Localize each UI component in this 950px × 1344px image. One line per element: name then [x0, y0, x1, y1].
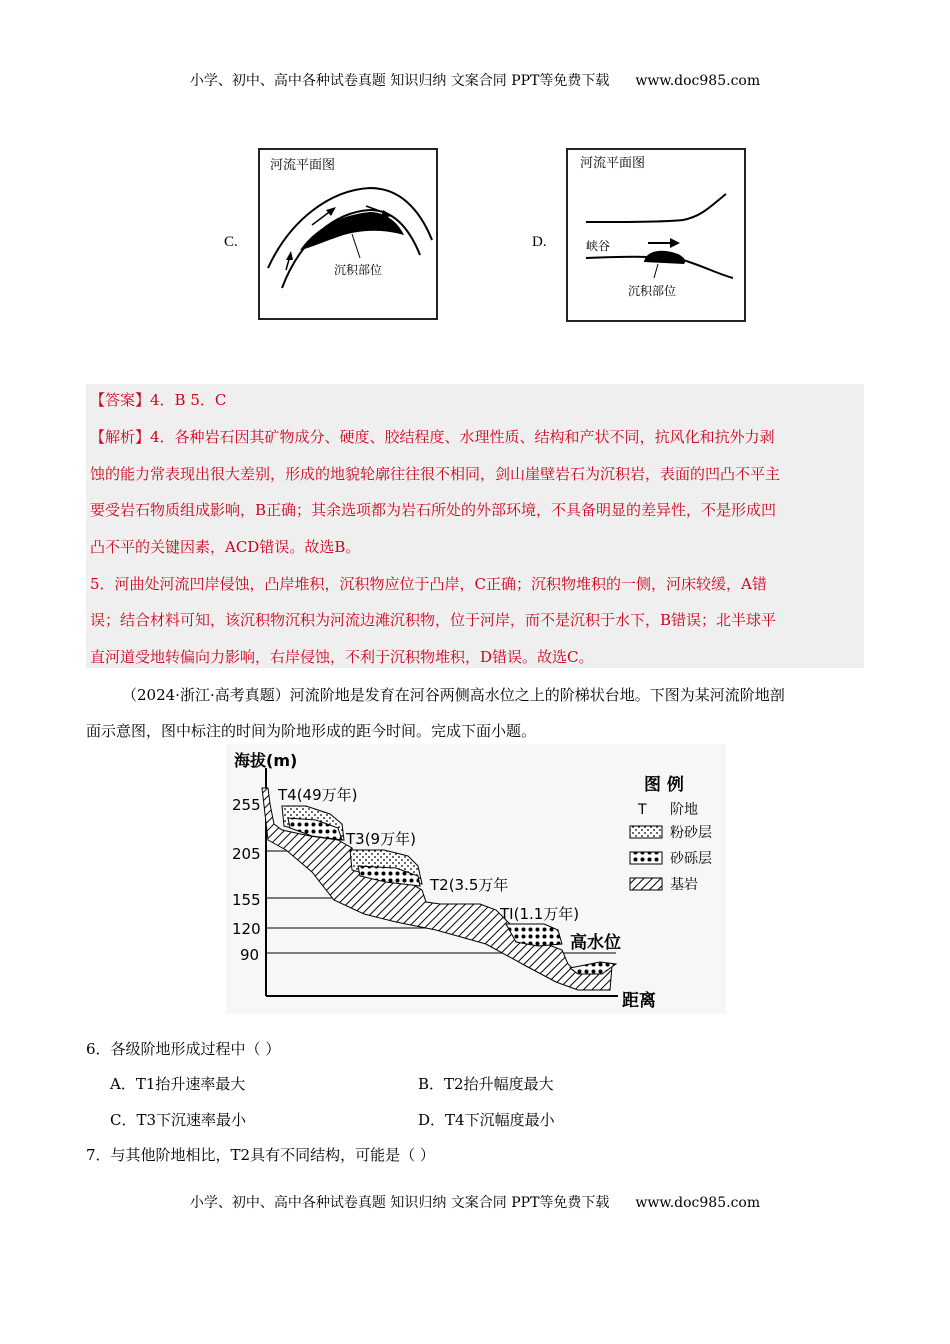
- x-axis-label: 距离: [622, 991, 656, 1011]
- figure-d-upper-bank: [586, 194, 726, 222]
- figure-d-river-plan: [566, 148, 746, 322]
- legend-title: 图 例: [644, 775, 684, 795]
- answer-line: [90, 389, 226, 410]
- question-6-option-b[interactable]: B．T2抬升幅度最大: [418, 1075, 554, 1093]
- question-7-stem: 7．与其他阶地相比，T2具有不同结构，可能是（ ）: [86, 1146, 435, 1164]
- high-water-label: 高水位: [570, 933, 621, 953]
- legend-terrace-label: 阶地: [670, 802, 698, 818]
- intro-line-1: （2024·浙江·高考真题）河流阶地是发育在河谷两侧高水位之上的阶梯状台地。下图为某河流阶地剖: [122, 686, 785, 704]
- header-url[interactable]: www.doc985.com: [635, 73, 761, 89]
- legend-bedrock-label: 基岩: [670, 877, 698, 893]
- tick-255: 255: [232, 796, 261, 814]
- answer-block: [86, 384, 864, 668]
- figure-c-deposit-label: 沉积部位: [334, 263, 383, 277]
- page-header: [0, 70, 950, 90]
- figure-c-arrowhead-3: [286, 251, 293, 260]
- question-6-option-d[interactable]: D．T4下沉幅度最小: [418, 1111, 555, 1129]
- legend-t-symbol: T: [638, 802, 647, 818]
- figure-d-pointer: [654, 264, 658, 278]
- legend-bedrock-swatch: [630, 878, 662, 890]
- tick-120: 120: [232, 920, 261, 938]
- footer-text: 小学、初中、高中各种试卷真题 知识归纳 文案合同 PPT等免费下载: [189, 1195, 610, 1211]
- y-axis-label: 海拔(m): [234, 751, 298, 770]
- analysis-tag: 【解析】: [90, 428, 151, 446]
- figure-c-pointer: [352, 234, 360, 258]
- figure-c-arrowhead-1: [326, 207, 336, 216]
- analysis-text-5: 5．河曲处河流凹岸侵蚀，凸岸堆积，沉积物应位于凸岸，C正确；沉积物堆积的一侧，河床较缓，A错: [90, 575, 767, 593]
- figure-c-drawing: [260, 150, 436, 318]
- analysis-text-6: 误；结合材料可知，该沉积物沉积为河流边滩沉积物，位于河岸，而不是沉积于水下，B错误；北半球平: [90, 611, 777, 629]
- terrace-t4-label: T4(49万年): [278, 786, 358, 804]
- tick-155: 155: [232, 891, 261, 909]
- analysis-text-7: 直河道受地转偏向力影响，右岸侵蚀，不利于沉积物堆积，D错误。故选C。: [90, 648, 594, 666]
- tick-205: 205: [232, 845, 261, 863]
- option-c-label: C.: [224, 234, 238, 250]
- analysis-text-3: 要受岩石物质组成影响，B正确；其余选项都为岩石所处的外部环境，不具备明显的差异性，不是形成凹: [90, 501, 777, 519]
- figure-c-river-plan: [258, 148, 438, 320]
- header-text: 小学、初中、高中各种试卷真题 知识归纳 文案合同 PPT等免费下载: [189, 73, 610, 89]
- figure-d-arrowhead: [670, 238, 680, 248]
- option-d-label: D.: [532, 234, 547, 250]
- analysis-line: [90, 426, 775, 447]
- figure-d-deposit: [644, 251, 685, 264]
- legend-gravel-swatch: [630, 852, 662, 864]
- answer-text: 4．B 5．C: [150, 391, 227, 409]
- page-footer: [0, 1192, 950, 1212]
- terrace-profile-figure: [226, 744, 726, 1014]
- intro-line-2: 面示意图，图中标注的时间为阶地形成的距今时间。完成下面小题。: [86, 722, 537, 740]
- figure-d-gorge-label: 峡谷: [586, 239, 611, 253]
- figure-c-title: 河流平面图: [270, 158, 336, 173]
- analysis-text-2: 蚀的能力常表现出很大差别，形成的地貌轮廓往往很不相同，剑山崖壁岩石为沉积岩，表面的凹凸不平主: [90, 465, 781, 483]
- analysis-text-4: 凸不平的关键因素，ACD错误。故选B。: [90, 538, 361, 556]
- terrace-t1-label: TI(1.1万年): [500, 905, 580, 923]
- question-6-stem: 6．各级阶地形成过程中（ ）: [86, 1040, 281, 1058]
- legend-silt-label: 粉砂层: [670, 825, 712, 841]
- legend-silt-swatch: [630, 826, 662, 838]
- tick-90: 90: [240, 946, 260, 964]
- legend-gravel-label: 砂砾层: [670, 851, 712, 867]
- answer-tag: 【答案】: [90, 391, 151, 409]
- question-6-option-c[interactable]: C．T3下沉速率最小: [110, 1111, 247, 1129]
- figure-c-deposit: [300, 212, 404, 250]
- figure-d-deposit-label: 沉积部位: [628, 284, 677, 298]
- figure-d-drawing: [568, 150, 744, 320]
- figure-d-title: 河流平面图: [580, 156, 646, 171]
- question-6-option-a[interactable]: A．T1抬升速率最大: [110, 1075, 246, 1093]
- terrace-profile-svg: [226, 744, 726, 1014]
- terrace-t2-label: T2(3.5万年: [430, 876, 509, 894]
- terrace-t3-label: T3(9万年): [346, 830, 416, 848]
- footer-url[interactable]: www.doc985.com: [635, 1195, 761, 1211]
- analysis-text-1: 4．各种岩石因其矿物成分、硬度、胶结程度、水理性质、结构和产状不同，抗风化和抗外力剥: [150, 428, 775, 446]
